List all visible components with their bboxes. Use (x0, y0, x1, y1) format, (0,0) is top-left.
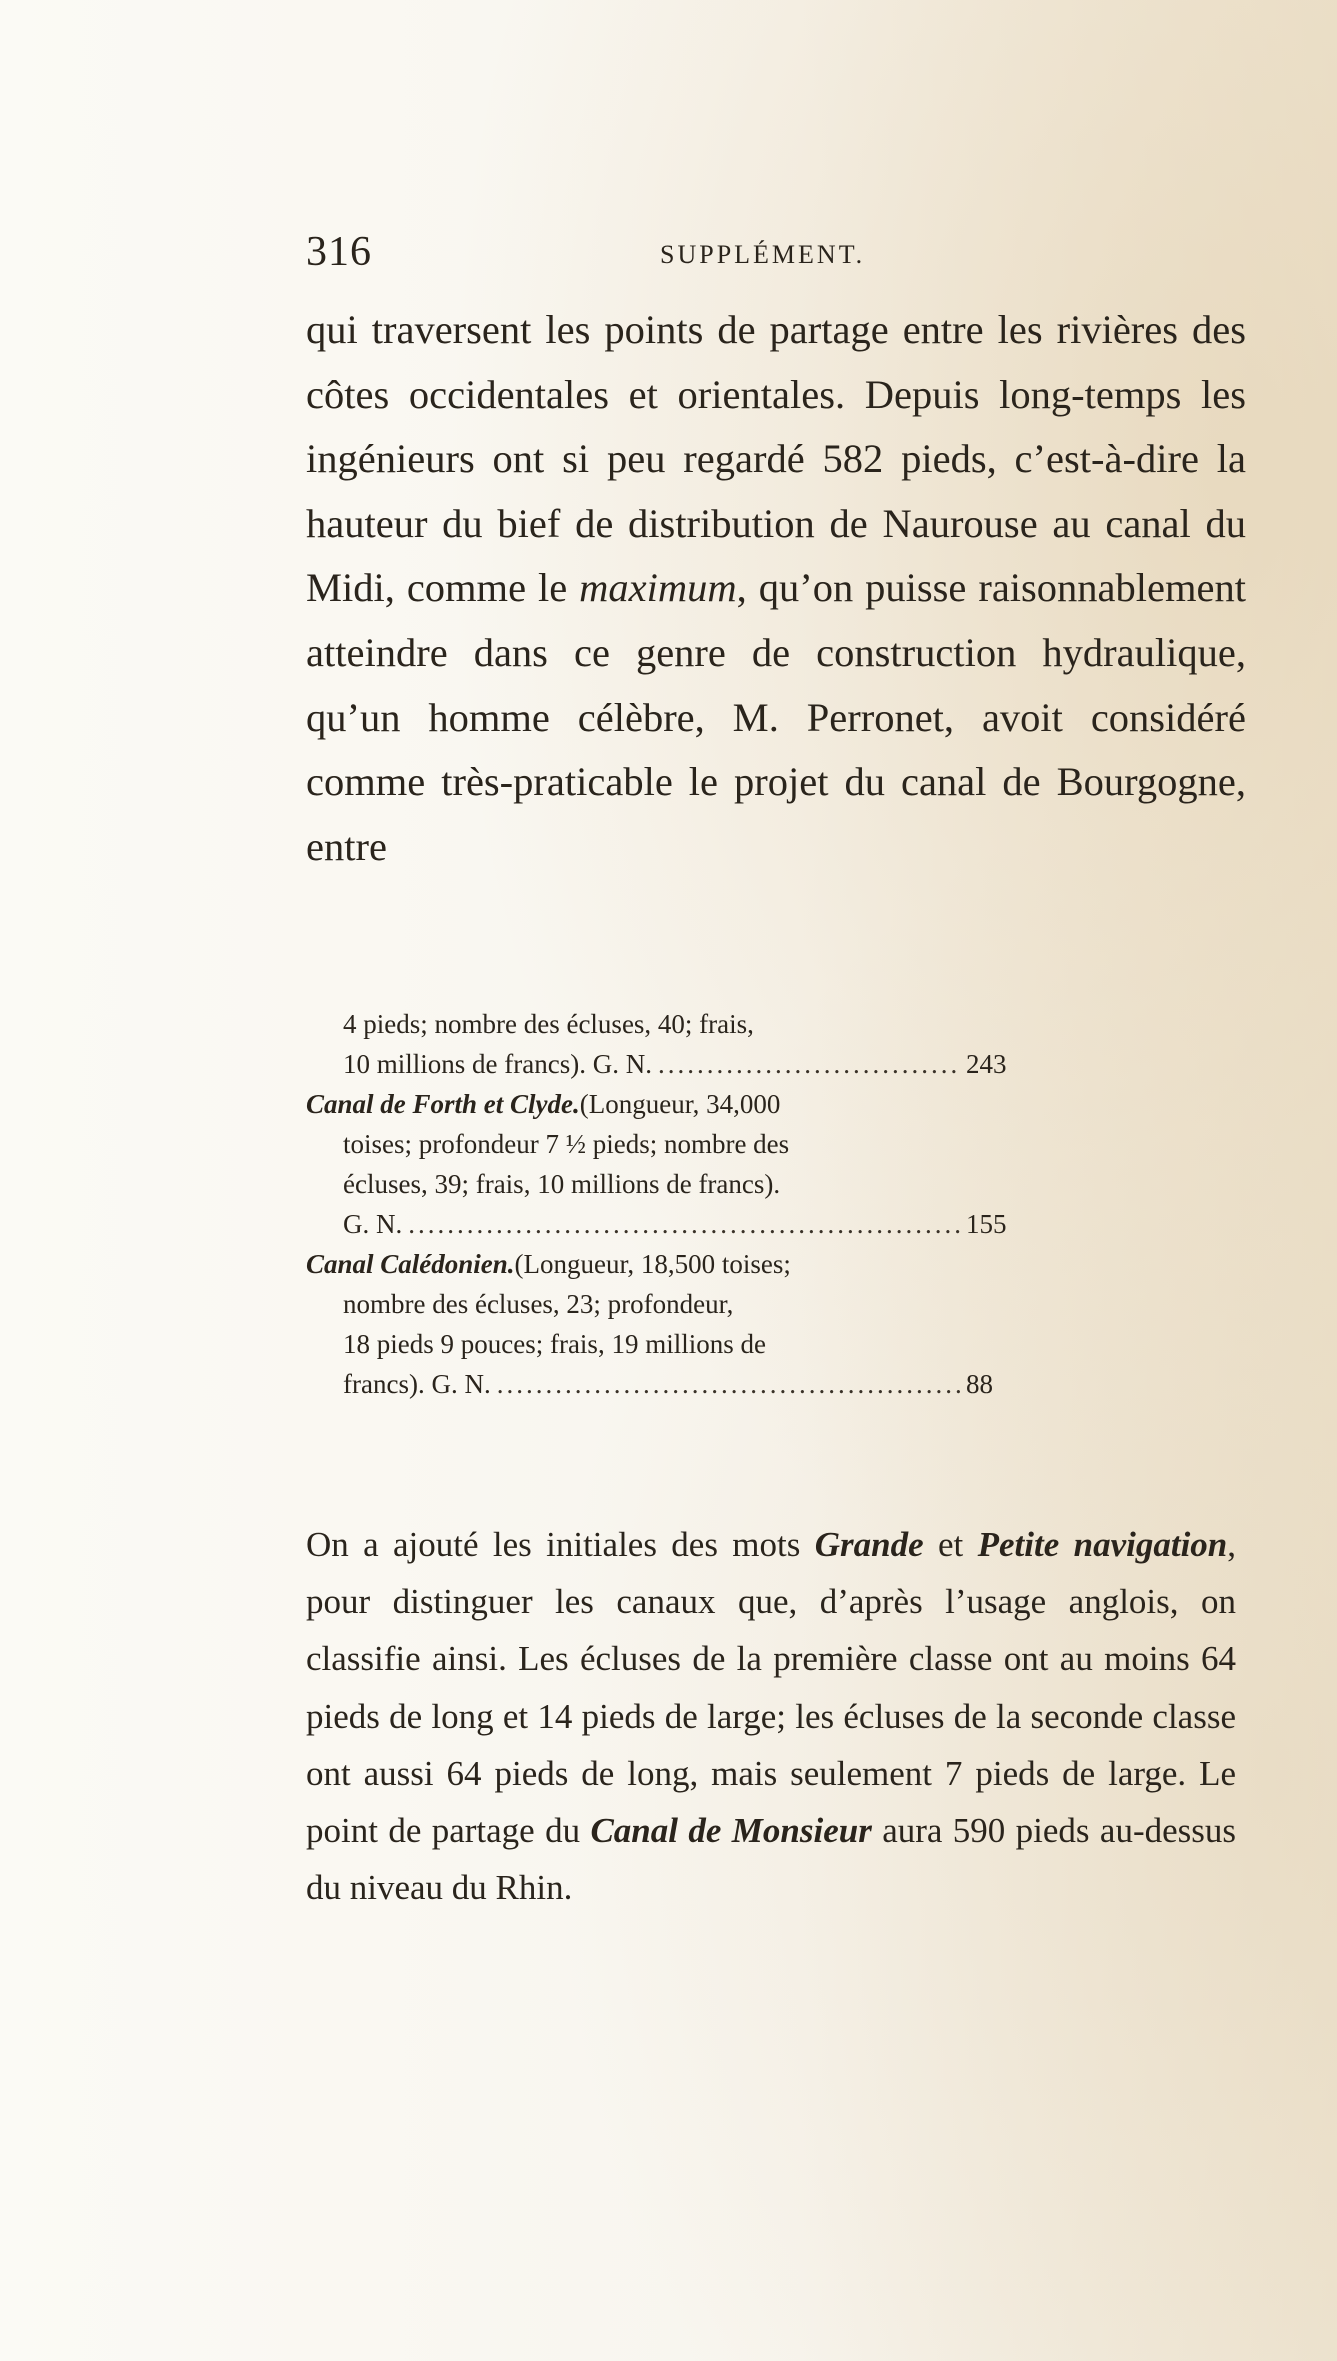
canal-table (306, 1004, 1026, 1404)
running-head: SUPPLÉMENT. (660, 240, 866, 269)
page-number: 316 (306, 229, 372, 275)
canal-entry (306, 1004, 1026, 1084)
main-paragraph-emphasis: maximum (579, 565, 737, 611)
main-paragraph-text-a: qui traversent les points de partage entre les rivières des côtes occidentales et orientales. Depuis long-temps les ingénieurs ont si peu regardé 582 pieds, c’est-à-dire la hauteur du bief de distribution de Naurouse au canal du Midi, comme le (306, 307, 1246, 611)
entry-text: toises; profondeur 7 ½ pieds; nombre des (343, 1129, 790, 1159)
entry-line (306, 1364, 1026, 1404)
entry-line (306, 1204, 1026, 1244)
entry-text: 4 pieds; nombre des écluses, 40; frais, (343, 1009, 754, 1039)
main-paragraph (306, 298, 1246, 879)
dot-leader (408, 1204, 960, 1244)
footnote-text: On a ajouté les initiales des mots (306, 1525, 815, 1564)
entry-line (306, 1084, 1026, 1124)
entry-line (306, 1244, 1026, 1284)
entry-text: (Longueur, 18,500 toises; (514, 1249, 791, 1279)
entry-text: (Longueur, 34,000 (579, 1089, 781, 1119)
footnote-emphasis: Grande (814, 1525, 924, 1564)
footnote-emphasis: Canal de Monsieur (590, 1811, 872, 1851)
entry-text: francs). G. N. (343, 1369, 491, 1399)
canal-entry (306, 1084, 1026, 1244)
entry-line (306, 1004, 1026, 1044)
footnote-text: et (923, 1525, 978, 1564)
dot-leader (658, 1044, 960, 1084)
entry-text: écluses, 39; frais, 10 millions de francs). (343, 1169, 781, 1199)
footnote-text: aura 590 pieds au-dessus du niveau du Rhin. (306, 1811, 1236, 1908)
entry-line (306, 1164, 1026, 1204)
entry-line (306, 1284, 1026, 1324)
page-header (306, 228, 1246, 278)
footnote-emphasis: Petite navigation (977, 1525, 1228, 1564)
footnote-text: , pour distinguer les canaux que, d’après l’usage anglois, on classifie ainsi. Les écluses de la première classe ont au moins 64 pieds de long et 14 pieds de large; les écluses de la seconde classe ont aussi 64 pieds de long, mais seulement 7 pieds de large. Le point de partage du (306, 1525, 1237, 1851)
canal-entry (306, 1244, 1026, 1404)
main-paragraph-text-b: , qu’on puisse raisonnablement atteindre dans ce genre de construction hydraulique, qu’un homme célèbre, M. Perronet, avoit considéré comme très-praticable le projet du canal de Bourgogne, entre (306, 565, 1246, 869)
dot-leader (497, 1364, 960, 1404)
entry-text: 18 pieds 9 pouces; frais, 19 millions de (343, 1329, 766, 1359)
entry-line (306, 1324, 1026, 1364)
entry-text: 10 millions de francs). G. N. (343, 1049, 652, 1079)
entry-text: G. N. (343, 1209, 403, 1239)
entry-text: nombre des écluses, 23; profondeur, (343, 1289, 734, 1319)
entry-line (306, 1044, 1026, 1084)
entry-value: 88 (966, 1369, 993, 1399)
entry-line (306, 1124, 1026, 1164)
footnote-paragraph (306, 1516, 1236, 1916)
canal-name: Canal Calédonien. (306, 1249, 515, 1279)
entry-value: 243 (966, 1049, 1007, 1079)
canal-name: Canal de Forth et Clyde. (306, 1089, 580, 1119)
entry-value: 155 (966, 1209, 1007, 1239)
